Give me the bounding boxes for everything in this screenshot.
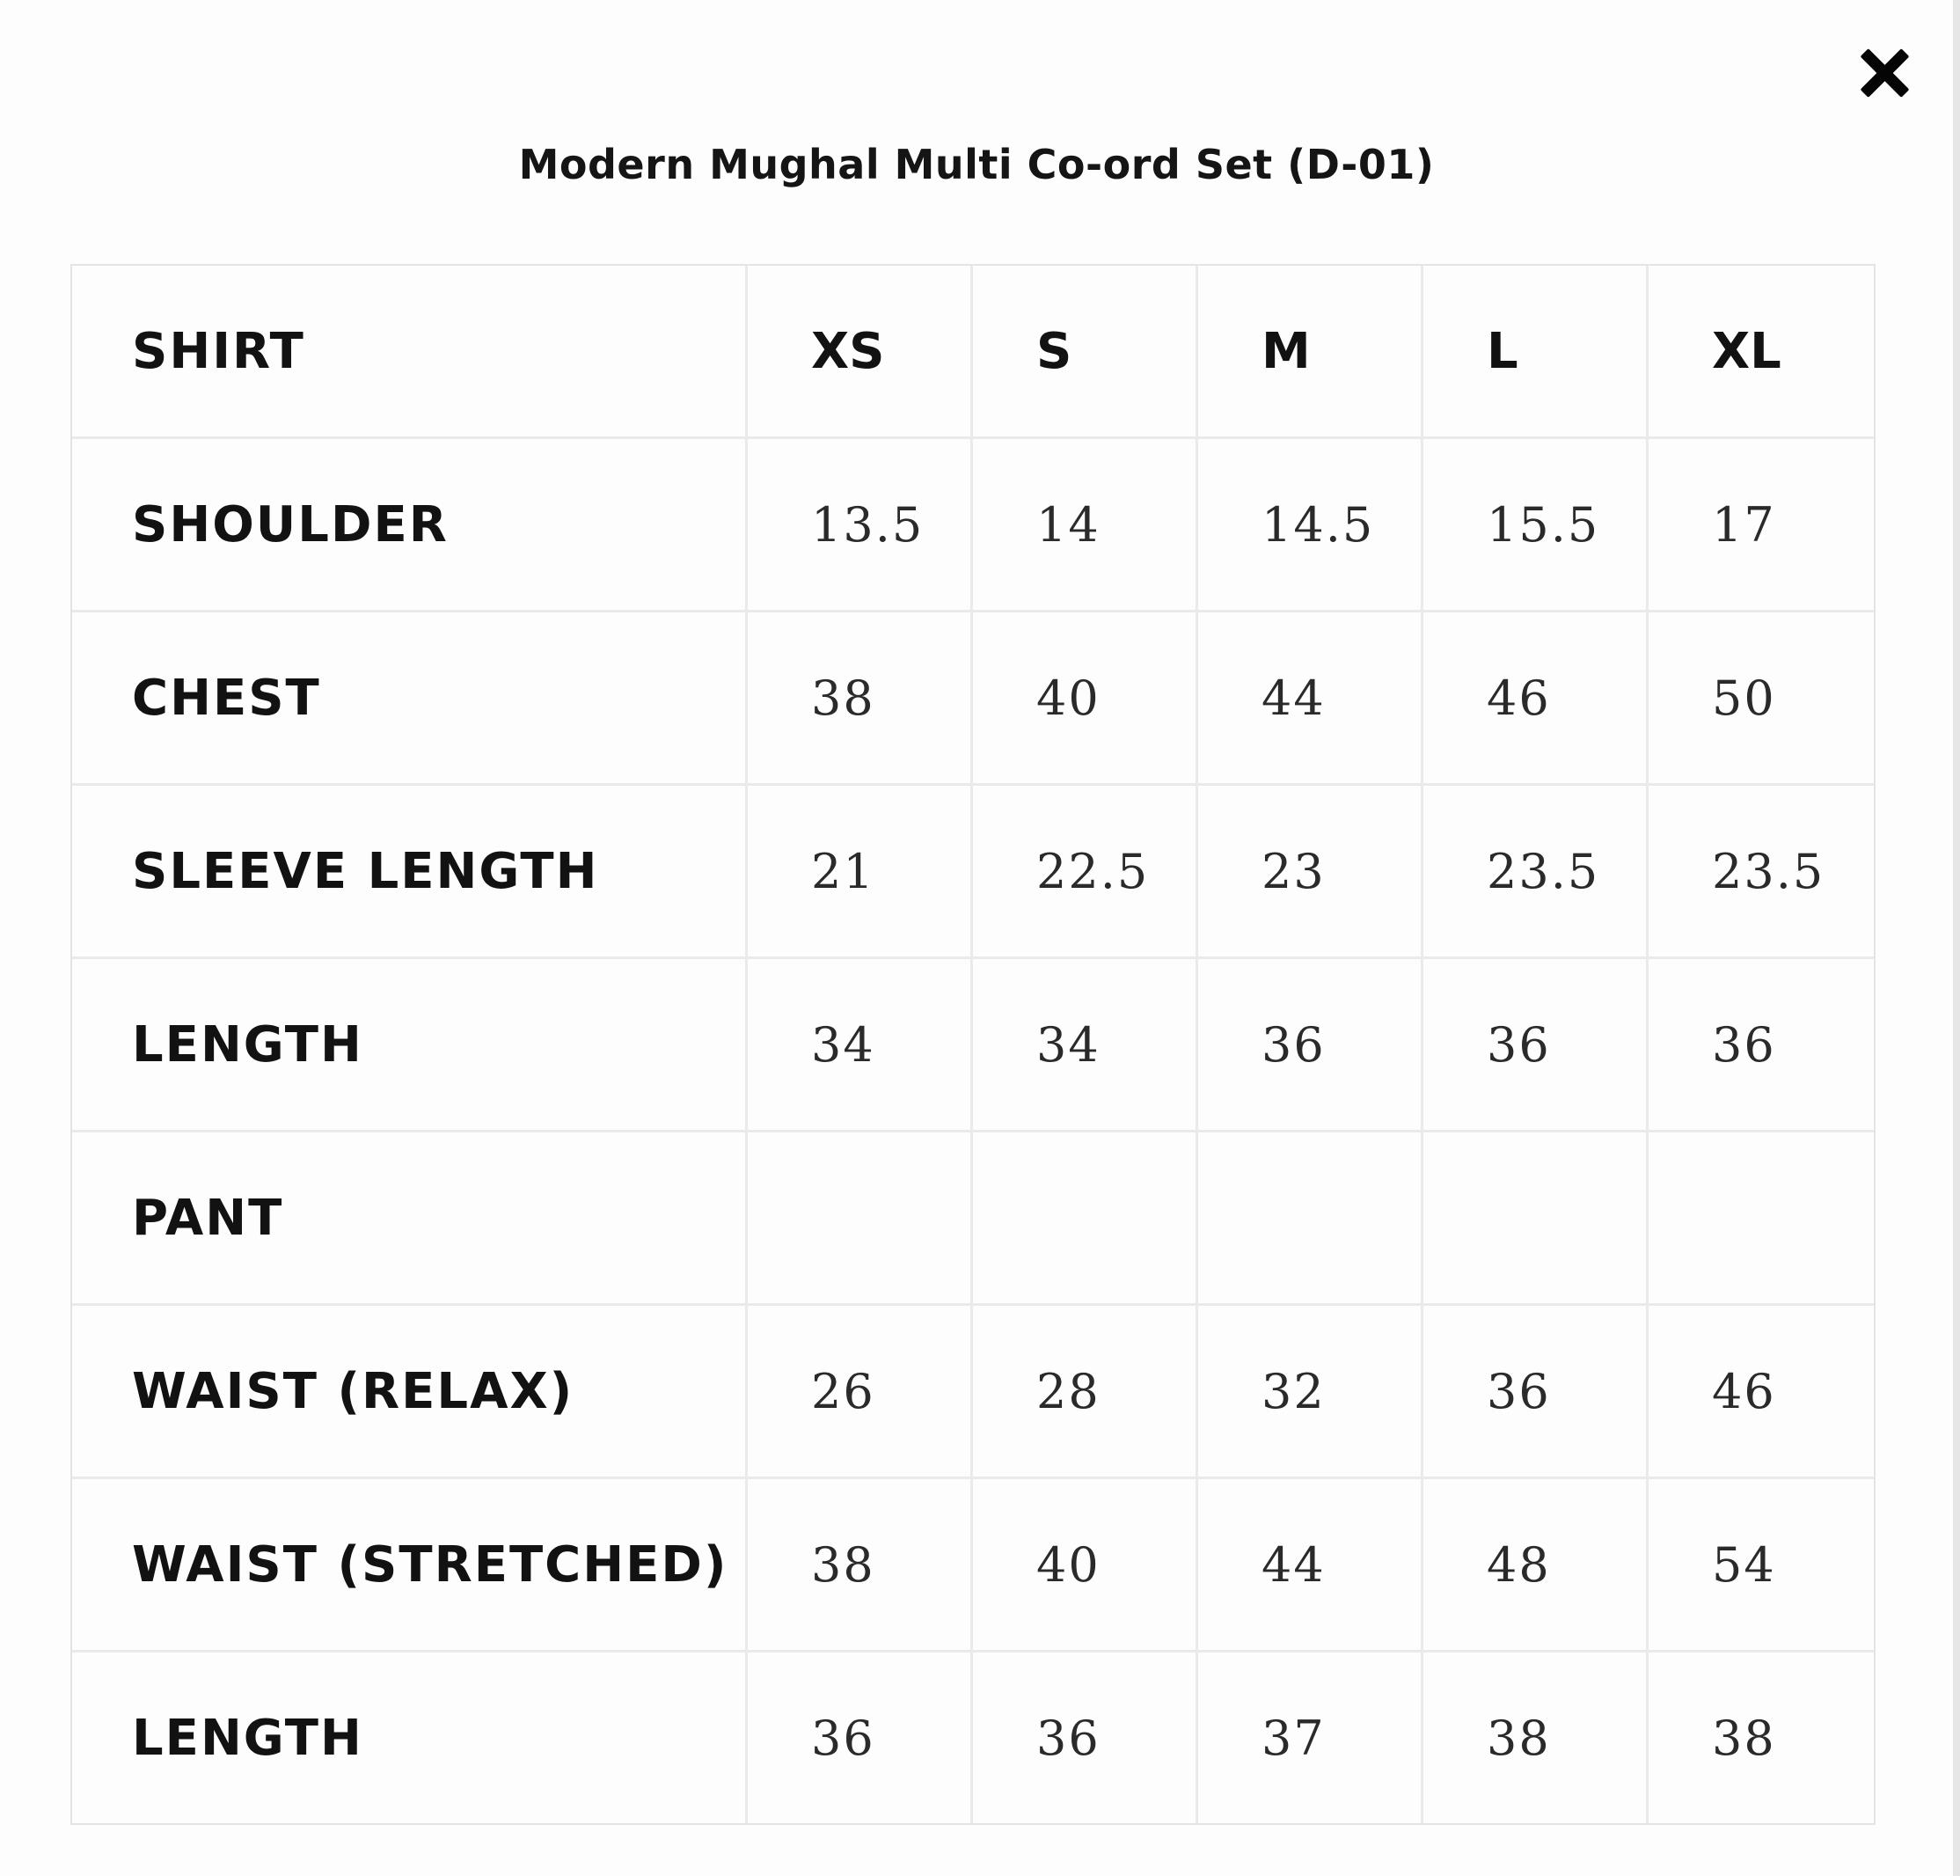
page-edge [1953, 0, 1960, 1876]
table-row [72, 959, 1874, 1132]
table-cell: 38 [748, 1479, 973, 1652]
table-cell: 44 [1198, 612, 1423, 786]
header-size-xl: XL [1649, 266, 1874, 439]
table-cell: 40 [973, 612, 1198, 786]
table-cell: 54 [1649, 1479, 1874, 1652]
table-row [72, 1479, 1874, 1652]
table-cell [1198, 1132, 1423, 1306]
table-cell: 13.5 [748, 439, 973, 612]
table-cell: 23.5 [1649, 786, 1874, 959]
table-cell: 28 [973, 1306, 1198, 1479]
table-cell: 36 [973, 1652, 1198, 1823]
table-cell: 26 [748, 1306, 973, 1479]
table-cell: 46 [1423, 612, 1649, 786]
header-size-m: M [1198, 266, 1423, 439]
table-cell: 36 [1649, 959, 1874, 1132]
table-row [72, 1652, 1874, 1823]
table-row [72, 1306, 1874, 1479]
header-size-l: L [1423, 266, 1649, 439]
table-cell: 17 [1649, 439, 1874, 612]
table-cell [1423, 1132, 1649, 1306]
size-chart-table [70, 264, 1876, 1825]
table-cell [1649, 1132, 1874, 1306]
table-cell: 21 [748, 786, 973, 959]
row-label: SLEEVE LENGTH [72, 786, 748, 959]
close-icon[interactable] [1854, 44, 1912, 102]
table-header-row [72, 266, 1874, 439]
table-row [72, 612, 1874, 786]
table-cell: 38 [748, 612, 973, 786]
table-cell: 15.5 [1423, 439, 1649, 612]
table-cell: 36 [1423, 959, 1649, 1132]
row-label: PANT [72, 1132, 748, 1306]
table-row [72, 1132, 1874, 1306]
modal-title: Modern Mughal Multi Co-ord Set (D-01) [518, 141, 1435, 188]
table-cell: 38 [1712, 1710, 1776, 1766]
table-cell: 14.5 [1198, 439, 1423, 612]
table-cell [748, 1132, 973, 1306]
table-cell: 40 [973, 1479, 1198, 1652]
table-cell: 23.5 [1423, 786, 1649, 959]
row-label: WAIST (STRETCHED) [72, 1479, 748, 1652]
table-cell [973, 1132, 1198, 1306]
table-cell: 38 [1423, 1652, 1649, 1823]
table-cell: 44 [1198, 1479, 1423, 1652]
table-cell: 37 [1198, 1652, 1423, 1823]
table-cell: 23 [1198, 786, 1423, 959]
table-cell: 34 [973, 959, 1198, 1132]
table-cell: 36 [748, 1652, 973, 1823]
table-cell: 46 [1649, 1306, 1874, 1479]
table-row [72, 439, 1874, 612]
table-cell: 14 [973, 439, 1198, 612]
table-cell: 50 [1649, 612, 1874, 786]
row-label: LENGTH [72, 959, 748, 1132]
header-label-shirt: SHIRT [72, 266, 748, 439]
row-label: CHEST [72, 612, 748, 786]
size-chart-body [72, 266, 1874, 1823]
table-cell: 22.5 [973, 786, 1198, 959]
header-size-xs: XS [748, 266, 973, 439]
header-size-s: S [973, 266, 1198, 439]
row-label: LENGTH [72, 1652, 748, 1823]
table-cell: 32 [1198, 1306, 1423, 1479]
row-label: WAIST (RELAX) [72, 1306, 748, 1479]
table-cell: 36 [1423, 1306, 1649, 1479]
table-row [72, 786, 1874, 959]
row-label: SHOULDER [72, 439, 748, 612]
table-cell: 34 [748, 959, 973, 1132]
table-cell: 36 [1198, 959, 1423, 1132]
table-cell: 48 [1423, 1479, 1649, 1652]
